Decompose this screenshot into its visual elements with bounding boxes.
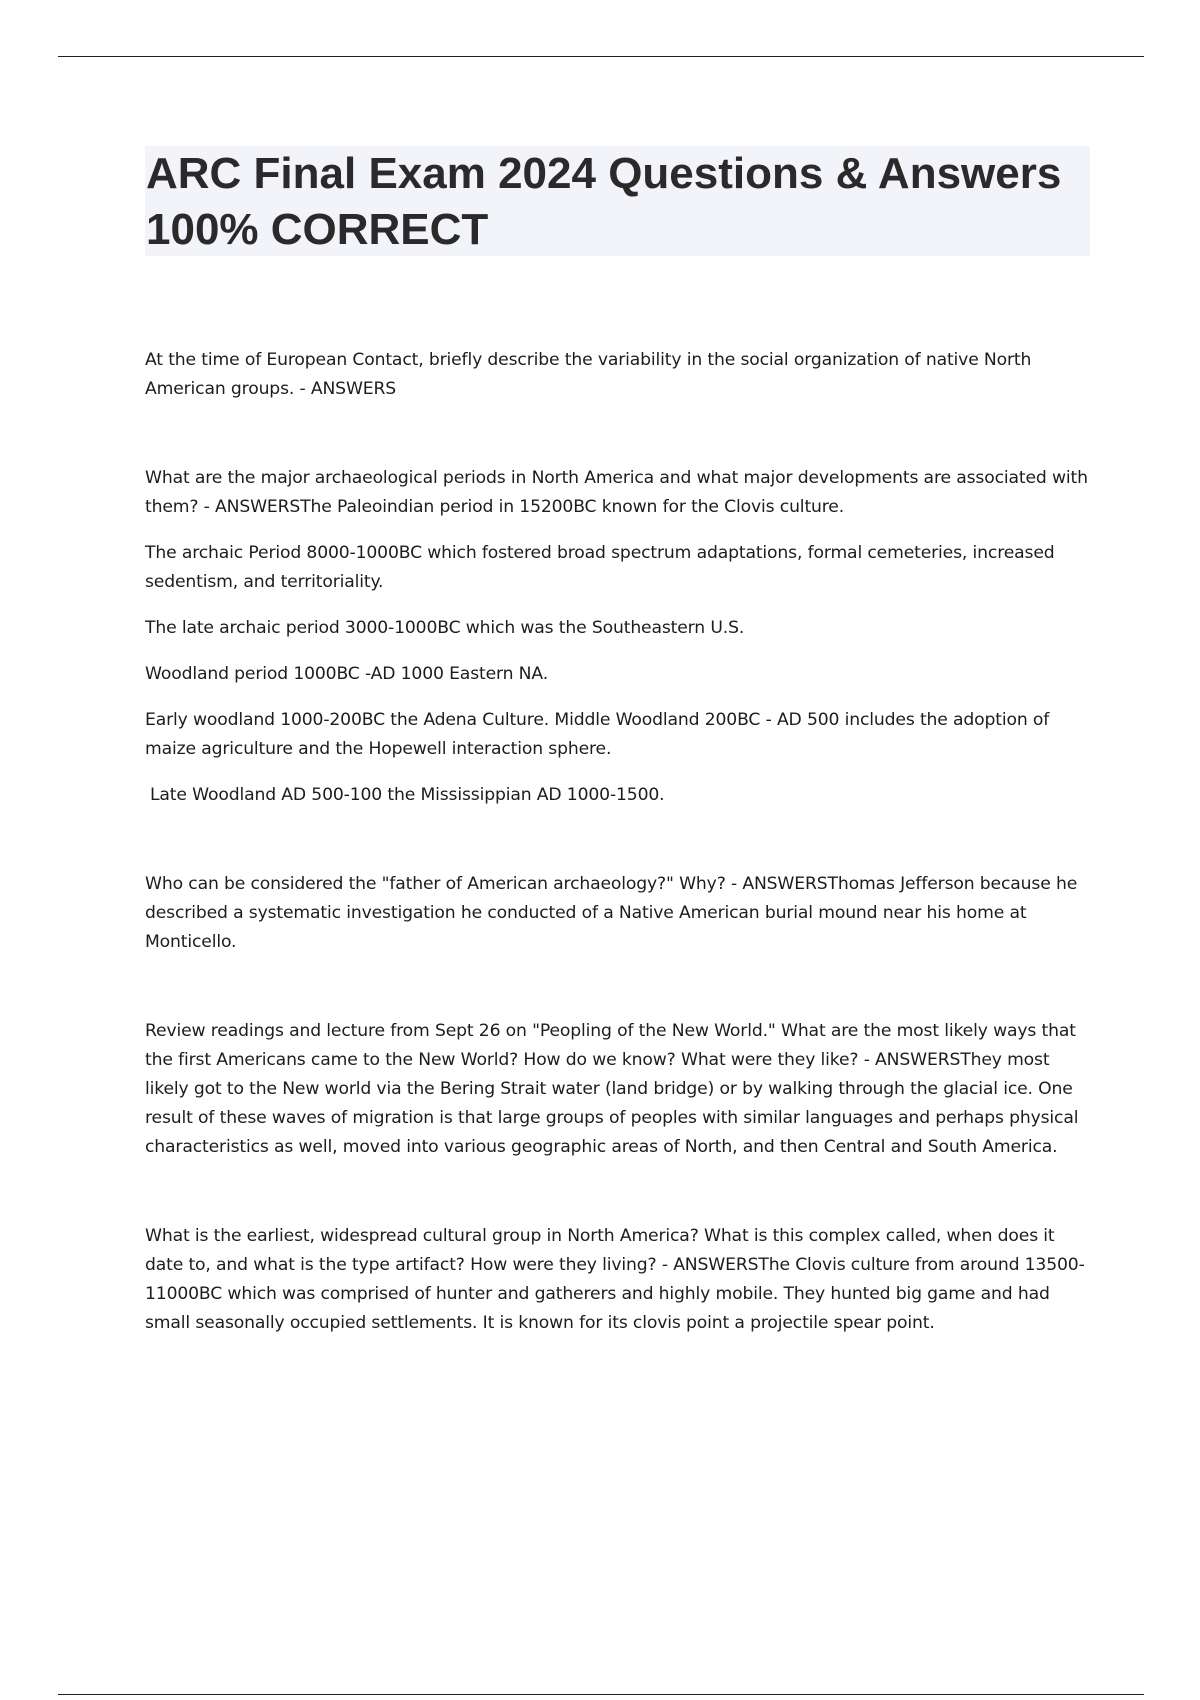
question-peopling-new-world: Review readings and lecture from Sept 26 on "Peopling of the New World." What are the most likely ways that the first Americans came to the New World? How do we know? What were they like? - ANSWERSThey most likely got to the New world via the Bering Strait water (land bridge) or by walking through the glacial ice. One result of these waves of migration is that large groups of peoples with similar languages and perhaps physical characteristics as well, moved into various geographic areas of North, and then Central and South America. — [145, 1021, 1079, 1157]
answer-late-woodland: Late Woodland AD 500-100 the Mississippian AD 1000-1500. — [150, 785, 665, 805]
document-title: ARC Final Exam 2024 Questions & Answers 100% CORRECT — [146, 149, 1062, 254]
footer-rule — [58, 1694, 1144, 1695]
question-father-of-archaeology: Who can be considered the "father of American archaeology?" Why? - ANSWERSThomas Jefferson because he described a systematic investigation he conducted of a Native American burial mound near his home at Monticello. — [145, 874, 1078, 952]
document-body — [145, 346, 1090, 1338]
question-earliest-cultural-group: What is the earliest, widespread cultural group in North America? What is this complex called, when does it date to, and what is the type artifact? How were they living? - ANSWERSThe Clovis culture from around 13500-11000BC which was comprised of hunter and gatherers and highly mobile. They hunted big game and had small seasonally occupied settlements. It is known for its clovis point a projectile spear point. — [145, 1226, 1085, 1333]
answer-early-middle-woodland: Early woodland 1000-200BC the Adena Culture. Middle Woodland 200BC - AD 500 includes the adoption of maize agriculture and the Hopewell interaction sphere. — [145, 710, 1050, 759]
answer-archaic-period: The archaic Period 8000-1000BC which fostered broad spectrum adaptations, formal cemeteries, increased sedentism, and territoriality. — [145, 543, 1055, 592]
answer-woodland-period: Woodland period 1000BC -AD 1000 Eastern NA. — [145, 664, 549, 684]
question-archaeological-periods: What are the major archaeological periods in North America and what major developments are associated with them? - ANSWERSThe Paleoindian period in 15200BC known for the Clovis culture. — [145, 468, 1088, 517]
header-rule — [58, 56, 1144, 57]
answer-late-archaic-period: The late archaic period 3000-1000BC which was the Southeastern U.S. — [145, 618, 745, 638]
question-european-contact: At the time of European Contact, briefly describe the variability in the social organization of native North American groups. - ANSWERS — [145, 350, 1032, 399]
